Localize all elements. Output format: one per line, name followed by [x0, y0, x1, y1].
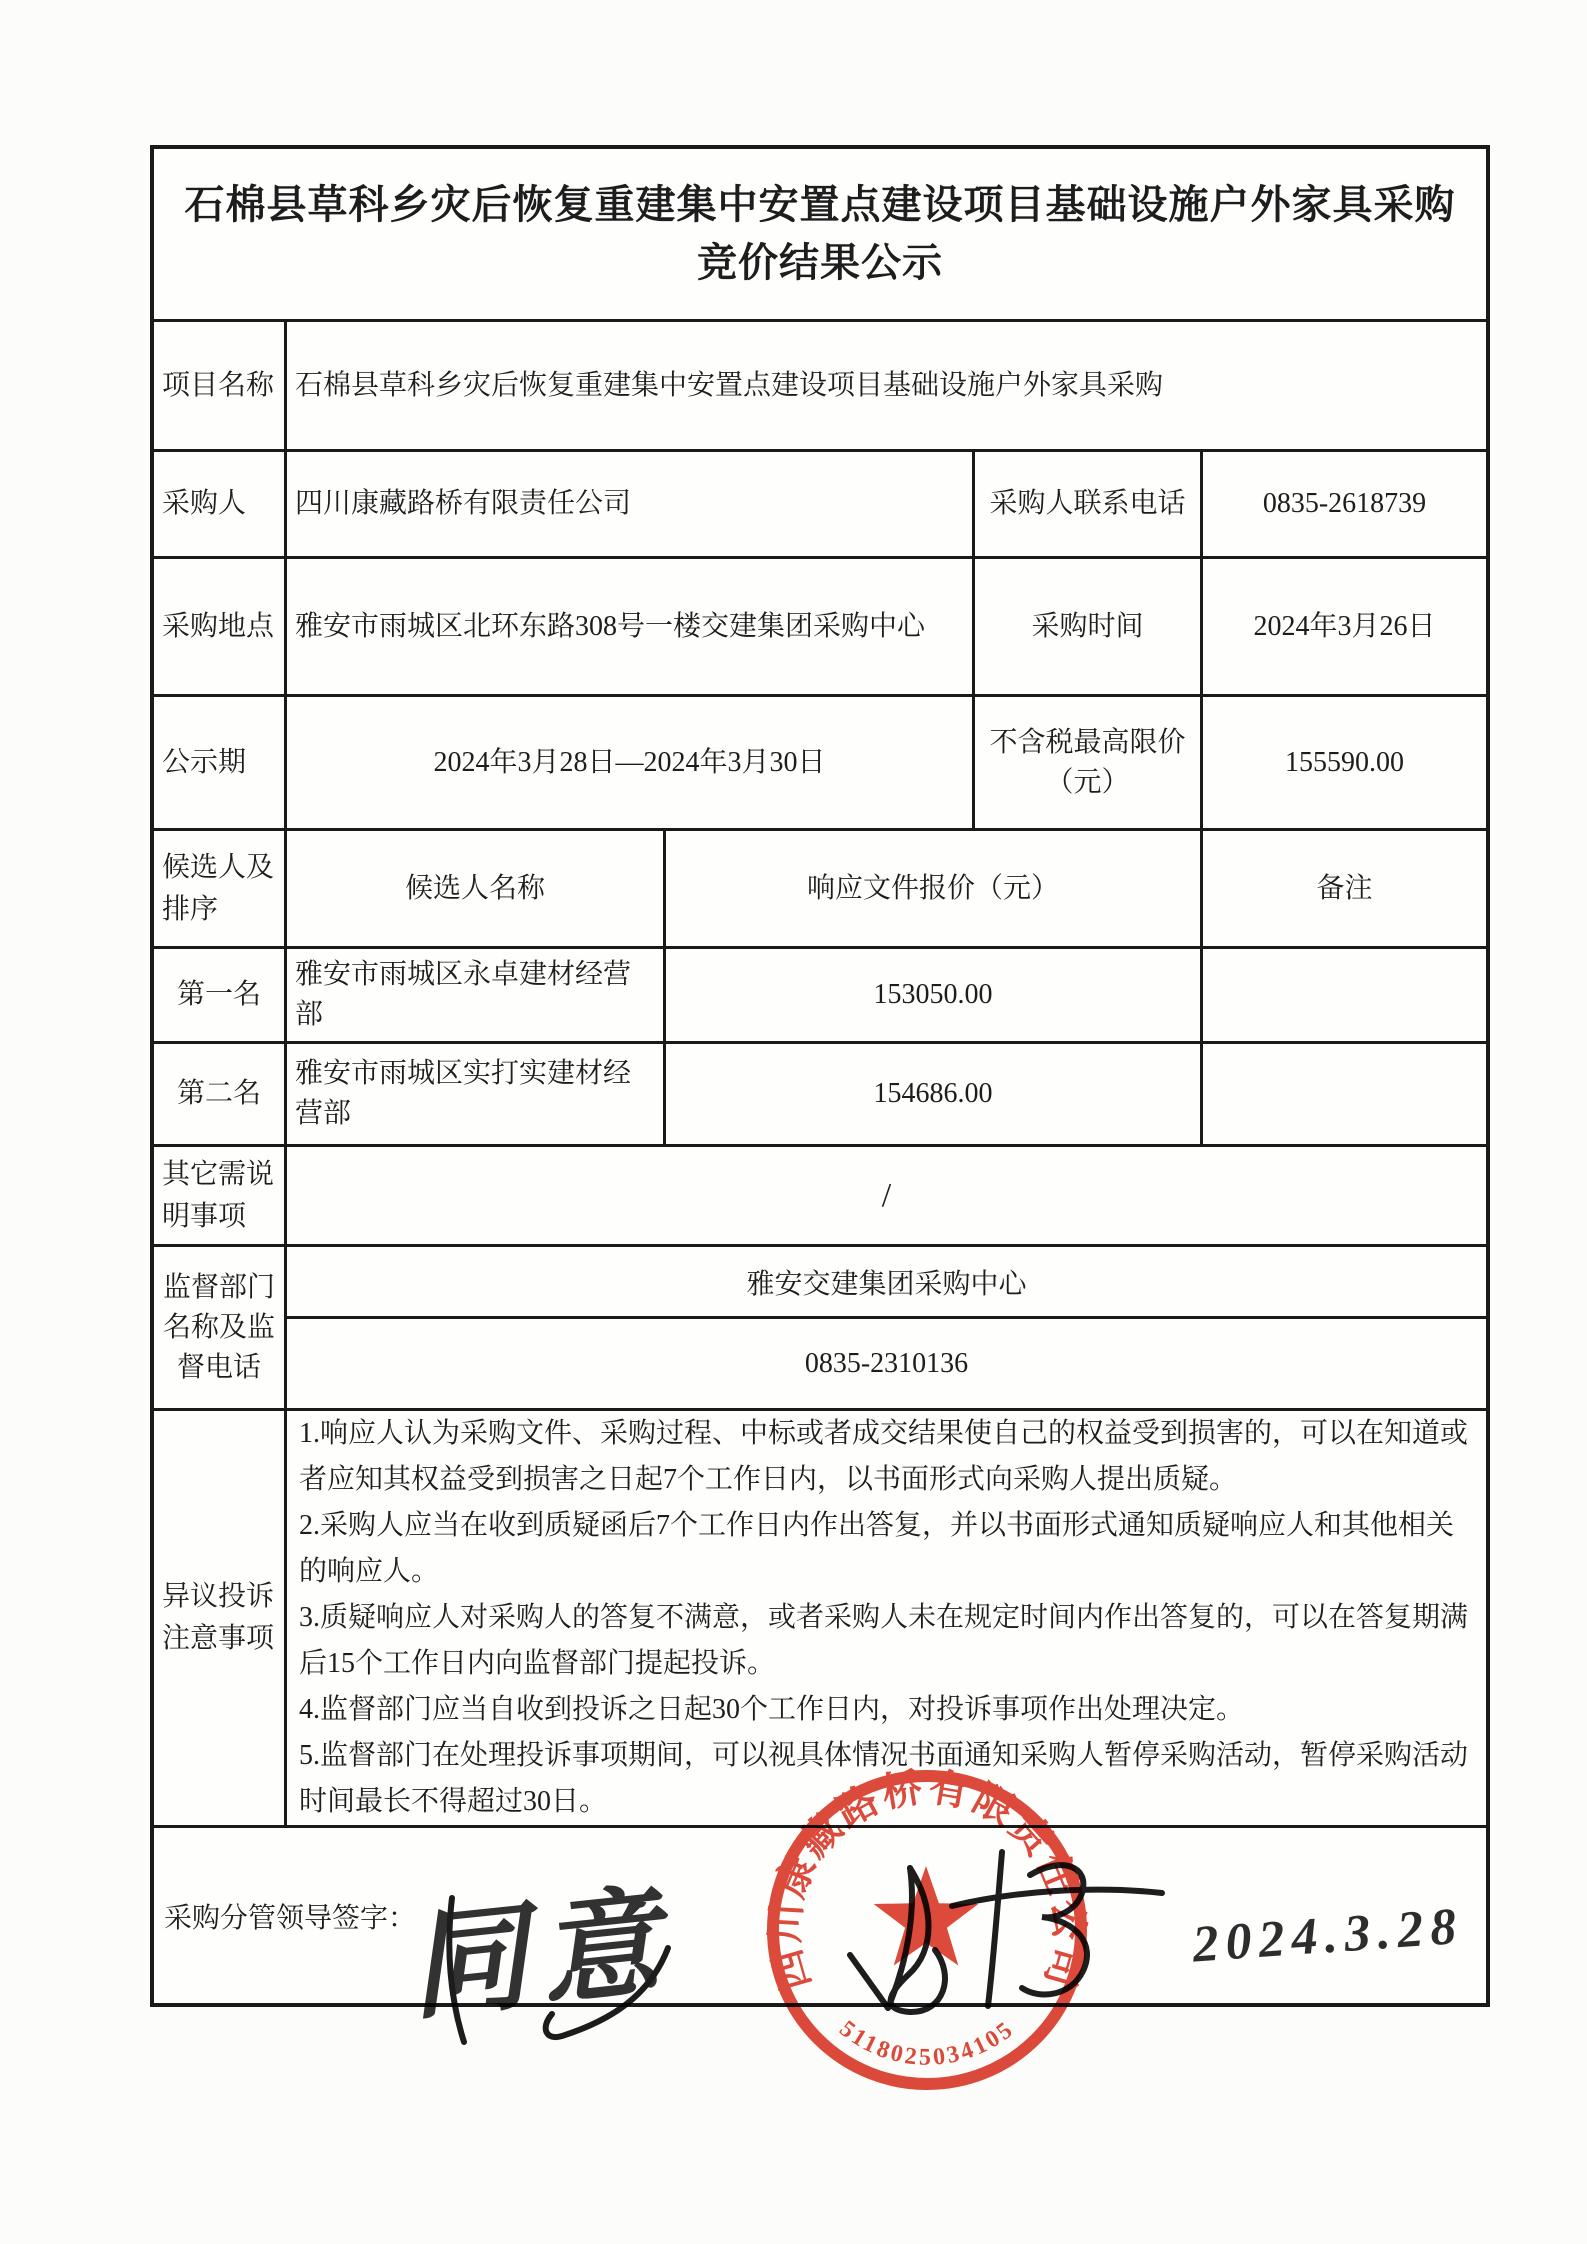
- notice-item: 3.质疑响应人对采购人的答复不满意，或者采购人未在规定时间内作出答复的，可以在答复期满后15个工作日内向监督部门提起投诉。: [299, 1602, 1469, 1679]
- supervision-label: 监督部门名称及监督电话: [154, 1247, 287, 1408]
- approval-text: 同意: [402, 1876, 679, 2035]
- signoff-cell: [154, 1828, 1486, 2003]
- objection-notice-content: [287, 1411, 1486, 1825]
- document-title-row: [154, 149, 1486, 322]
- other-notes-row: [154, 1147, 1486, 1247]
- procurement-result-table: [150, 145, 1490, 2007]
- project-name-value: 石棉县草科乡灾后恢复重建集中安置点建设项目基础设施户外家具采购: [295, 369, 1164, 401]
- candidate-price: 153050.00: [666, 949, 1203, 1041]
- candidate-remark: [1203, 949, 1486, 1041]
- location-label: 采购地点: [154, 559, 287, 694]
- candidate-name: 雅安市雨城区永卓建材经营部: [287, 949, 666, 1041]
- purchase-time-value: 2024年3月26日: [1253, 610, 1436, 642]
- notice-item: 4.监督部门应当自收到投诉之日起30个工作日内，对投诉事项作出处理决定。: [299, 1694, 1245, 1725]
- max-price-value: 155590.00: [1285, 746, 1404, 778]
- candidate-name: 雅安市雨城区实打实建材经营部: [287, 1044, 666, 1144]
- buyer-row: [154, 452, 1486, 559]
- max-price-label: 不含税最高限价（元）: [975, 697, 1203, 828]
- location-value: 雅安市雨城区北环东路308号一楼交建集团采购中心: [287, 559, 975, 694]
- other-notes-value: /: [881, 1176, 892, 1214]
- document-title: 石棉县草科乡灾后恢复重建集中安置点建设项目基础设施户外家具采购竞价结果公示: [184, 182, 1456, 285]
- candidates-price-header: 响应文件报价（元）: [666, 831, 1203, 946]
- notice-item: 1.响应人认为采购文件、采购过程、中标或者成交结果使自己的权益受到损害的，可以在知道或者应知其权益受到损害之日起7个工作日内，以书面形式向采购人提出质疑。: [299, 1418, 1469, 1495]
- location-row: [154, 559, 1486, 697]
- publicity-period-row: [154, 697, 1486, 831]
- buyer-phone-value: 0835-2618739: [1262, 488, 1427, 519]
- purchase-time-label: 采购时间: [975, 559, 1203, 694]
- supervision-phone: 0835-2310136: [804, 1347, 969, 1379]
- objection-notice-row: [154, 1411, 1486, 1828]
- signoff-label: 采购分管领导签字：: [164, 1902, 417, 1934]
- candidate-rank: 第二名: [154, 1044, 287, 1144]
- signoff-row: [154, 1828, 1486, 2003]
- project-name-row: [154, 322, 1486, 452]
- candidates-name-header: 候选人名称: [287, 831, 666, 946]
- candidates-header-row: [154, 831, 1486, 949]
- supervision-content: [287, 1247, 1486, 1408]
- buyer-phone-label: 采购人联系电话: [975, 452, 1203, 556]
- supervision-row: [154, 1247, 1486, 1411]
- objection-notice-label: 异议投诉注意事项: [154, 1411, 287, 1825]
- candidate-price: 154686.00: [666, 1044, 1203, 1144]
- candidate-row: [154, 949, 1486, 1044]
- seal-company-name: 四川康藏路桥有限责任公司: [762, 1764, 1092, 1996]
- candidates-remark-header: 备注: [1316, 872, 1373, 904]
- date-text: 2024.3.28: [1190, 1897, 1466, 1974]
- supervision-org: 雅安交建集团采购中心: [287, 1247, 1486, 1319]
- other-notes-label: 其它需说明事项: [154, 1147, 287, 1244]
- buyer-value: 四川康藏路桥有限责任公司: [287, 452, 975, 556]
- period-label: 公示期: [154, 697, 287, 828]
- seal-registration-number: 5118025034105: [834, 2015, 1020, 2071]
- notice-item: 5.监督部门在处理投诉事项期间，可以视具体情况书面通知采购人暂停采购活动，暂停采购活动时间最长不得超过30日。: [299, 1740, 1469, 1817]
- candidates-rank-header: 候选人及排序: [154, 831, 287, 946]
- candidate-row: [154, 1044, 1486, 1147]
- svg-text:5118025034105: [834, 2016, 1019, 2071]
- candidate-rank: 第一名: [154, 949, 287, 1041]
- notice-item: 2.采购人应当在收到质疑函后7个工作日内作出答复，并以书面形式通知质疑响应人和其他相关的响应人。: [299, 1510, 1455, 1587]
- period-value: 2024年3月28日—2024年3月30日: [287, 697, 975, 828]
- candidate-remark: [1203, 1044, 1486, 1144]
- project-name-label: 项目名称: [154, 322, 287, 449]
- buyer-label: 采购人: [154, 452, 287, 556]
